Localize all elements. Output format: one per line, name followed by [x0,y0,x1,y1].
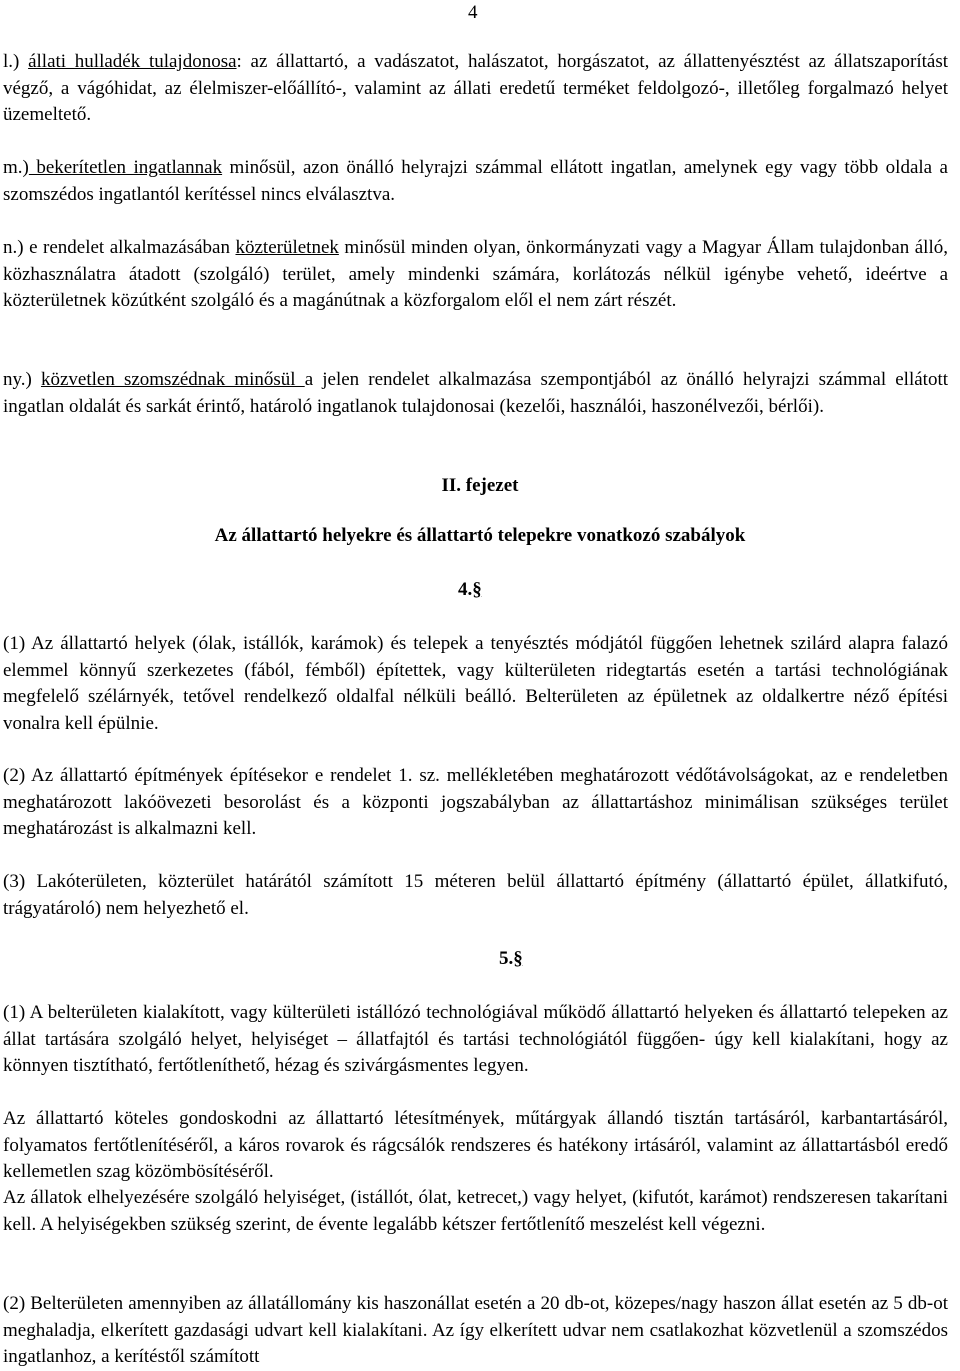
definition-marker: l.) [3,51,20,72]
section-sign: § [513,948,523,969]
definition-ny [3,367,948,420]
section5-paragraph-1c: Az állatok elhelyezésére szolgáló helyiséget, (istállót, ólat, ketrecet,) vagy helyet, (kifutót, karámot) rendszeresen takarítani kell. A helyiségekben szükség szerint, de évente legalább kétszer fertőtlenítő meszelést kell végezni. [3,1187,948,1235]
definition-text: minősül minden olyan, önkormányzati vagy a Magyar Állam tulajdonban álló, közhasználatra átadott (szolgáló) terület, amely mindenki számára, korlátozás nélkül igénybe vehető, ideértve a közterületnek közútként szolgáló és a magánútnak a közforgalom elől el nem zárt részét. [3,237,948,311]
chapter-title: Az állattartó helyekre és állattartó telepekre vonatkozó szabályok [214,525,746,546]
definition-marker: ny.) [3,369,41,390]
section5-paragraph-2: (2) Belterületen amennyiben az állatállomány kis haszonállat esetén a 20 db-ot, közepes/nagy haszon állat esetén az 5 db-ot meghaladja, elkerített gazdasági udvart kell kialakítani. Az így elkerített udvar nem csatlakozhat közvetlenül a szomszédos ingatlanhoz, a kerítéstől számított [3,1293,948,1367]
definition-text: a jelen rendelet alkalmazása szempontjából az önálló helyrajzi számmal ellátott ingatlan oldalát és sarkát érintő, határoló ingatlanok tulajdonosai (kezelői, használói, haszonélvezői, bérlői). [3,369,949,417]
chapter-number: II. fejezet [441,475,519,496]
section4-paragraph-2: (2) Az állattartó építmények építésekor e rendelet 1. sz. mellékletében meghatározott védőtávolságokat, az e rendeletben meghatározott lakóövezeti besorolást és a központi jogszabályban az állattartáshoz minimálisan szükséges terület meghatározást is alkalmazni kell. [3,765,948,839]
section5-paragraph-1: (1) A belterületen kialakított, vagy külterületi istállózó technológiával működő állattartó helyeken és állattartó telepeken az állat tartására szolgáló helyet, helyiséget – állatfajtól és tartási technológiától függően- úgy kell kialakítani, hogy az könnyen tisztítható, fertőtleníthető, hézag és szivárgásmentes legyen. [3,1002,948,1076]
section-heading-4 [458,579,482,601]
definition-marker: n.) e rendelet alkalmazásában [3,237,236,258]
definition-text: : az állattartó, a vadászatot, halászatot, horgászatot, az állattenyésztést az állatszaporítást végző, a vágóhidat, az élelmiszer-előállító-, valamint az állati eredetű terméket feldolgozó-, illetőleg forgalmazó helyet üzemeltető. [3,51,948,125]
definition-m [3,155,948,208]
section-sign: § [472,579,482,600]
definition-n [3,235,948,315]
section4-paragraph-1: (1) Az állattartó helyek (ólak, istállók, karámok) és telepek a tenyésztés módjától függően lehetnek szilárd alapra falazó elemmel könnyű szerkezetes (fából, fémből) építettek, vagy külterületen ridegtartás esetén a tartási technológiának megfelelő szélárnyék, tetővel rendelkező oldalfal nélküli beálló. Belterületen az épületnek az oldalkertre néző építési vonalra kell épülnie. [3,633,948,734]
defined-term: bekerítetlen ingatlannak [28,157,223,178]
section-number: 5. [499,948,514,969]
page-number: 4 [468,2,478,23]
section-number: 4. [458,579,473,600]
defined-term: közvetlen szomszédnak minősül [40,369,305,390]
defined-term: állati hulladék tulajdonosa [28,51,237,72]
defined-term: közterületnek [235,237,339,258]
definition-marker: m.) [3,157,29,178]
definition-l [3,49,948,129]
section5-paragraph-1b: Az állattartó köteles gondoskodni az állattartó létesítmények, műtárgyak állandó tisztán tartásáról, karbantartásáról, folyamatos fertőtlenítéséről, a káros rovarok és rágcsálók rendszeres és hatékony irtásáról, valamint az állattartásból eredő kellemetlen szag közömbösítéséről. [3,1108,948,1182]
section4-paragraph-3: (3) Lakóterületen, közterület határától számított 15 méteren belül állattartó építmény (állattartó épület, állatkifutó, trágyatároló) nem helyezhető el. [3,871,948,919]
section-heading-5 [499,948,523,970]
definition-text: minősül, azon önálló helyrajzi számmal ellátott ingatlan, amelynek egy vagy több oldala a szomszédos ingatlantól kerítéssel nincs elválasztva. [3,157,948,205]
